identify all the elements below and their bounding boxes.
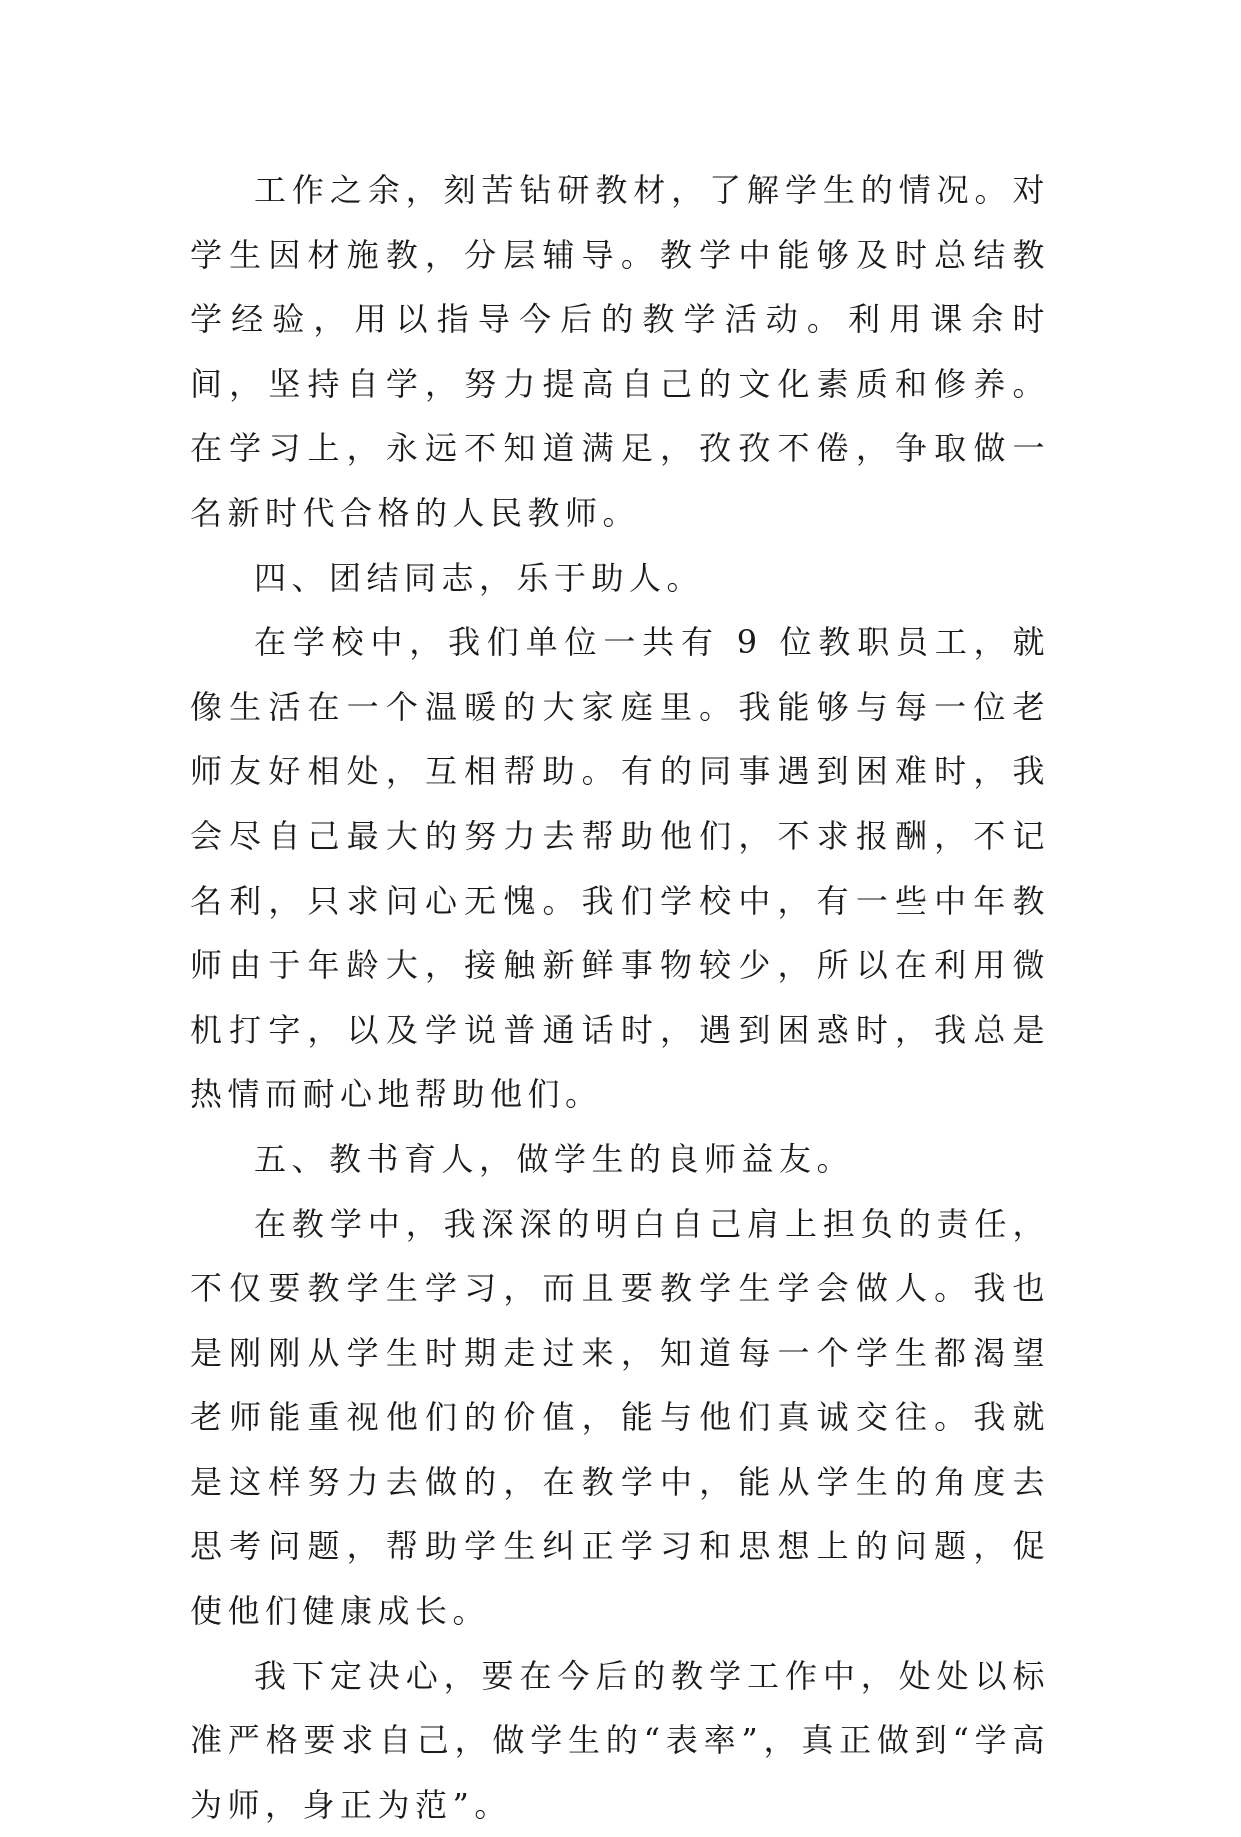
paragraph-resolution: 我下定决心，要在今后的教学工作中，处处以标准严格要求自己，做学生的“表率”，真正做到“学高为师，身正为范”。 bbox=[190, 1656, 1050, 1824]
paragraph-unity: 在学校中，我们单位一共有 9 位教职员工，就像生活在一个温暖的大家庭里。我能够与每一位老师友好相处，互相帮助。有的同事遇到困难时，我会尽自己最大的努力去帮助他们，不求报酬，不记名利，只求问心无愧。我们学校中，有一些中年教师由于年龄大，接触新鲜事物较少，所以在利用微机打字，以及学说普通话时，遇到困惑时，我总是热情而耐心地帮助他们。 bbox=[190, 623, 1050, 1114]
heading-unity: 四、团结同志，乐于助人。 bbox=[254, 558, 705, 597]
paragraph-teaching: 在教学中，我深深的明白自己肩上担负的责任，不仅要教学生学习，而且要教学生学会做人。我也是刚刚从学生时期走过来，知道每一个学生都渴望老师能重视他们的价值，能与他们真诚交往。我就是这样努力去做的，在教学中，能从学生的角度去思考问题，帮助学生纠正学习和思想上的问题，促使他们健康成长。 bbox=[190, 1204, 1050, 1631]
heading-teaching: 五、教书育人，做学生的良师益友。 bbox=[254, 1139, 855, 1178]
document-body bbox=[190, 158, 1050, 1837]
paragraph-self-study: 工作之余，刻苦钻研教材，了解学生的情况。对学生因材施教，分层辅导。教学中能够及时总结教学经验，用以指导今后的教学活动。利用课余时间，坚持自学，努力提高自己的文化素质和修养。在学习上，永远不知道满足，孜孜不倦，争取做一名新时代合格的人民教师。 bbox=[190, 171, 1050, 532]
